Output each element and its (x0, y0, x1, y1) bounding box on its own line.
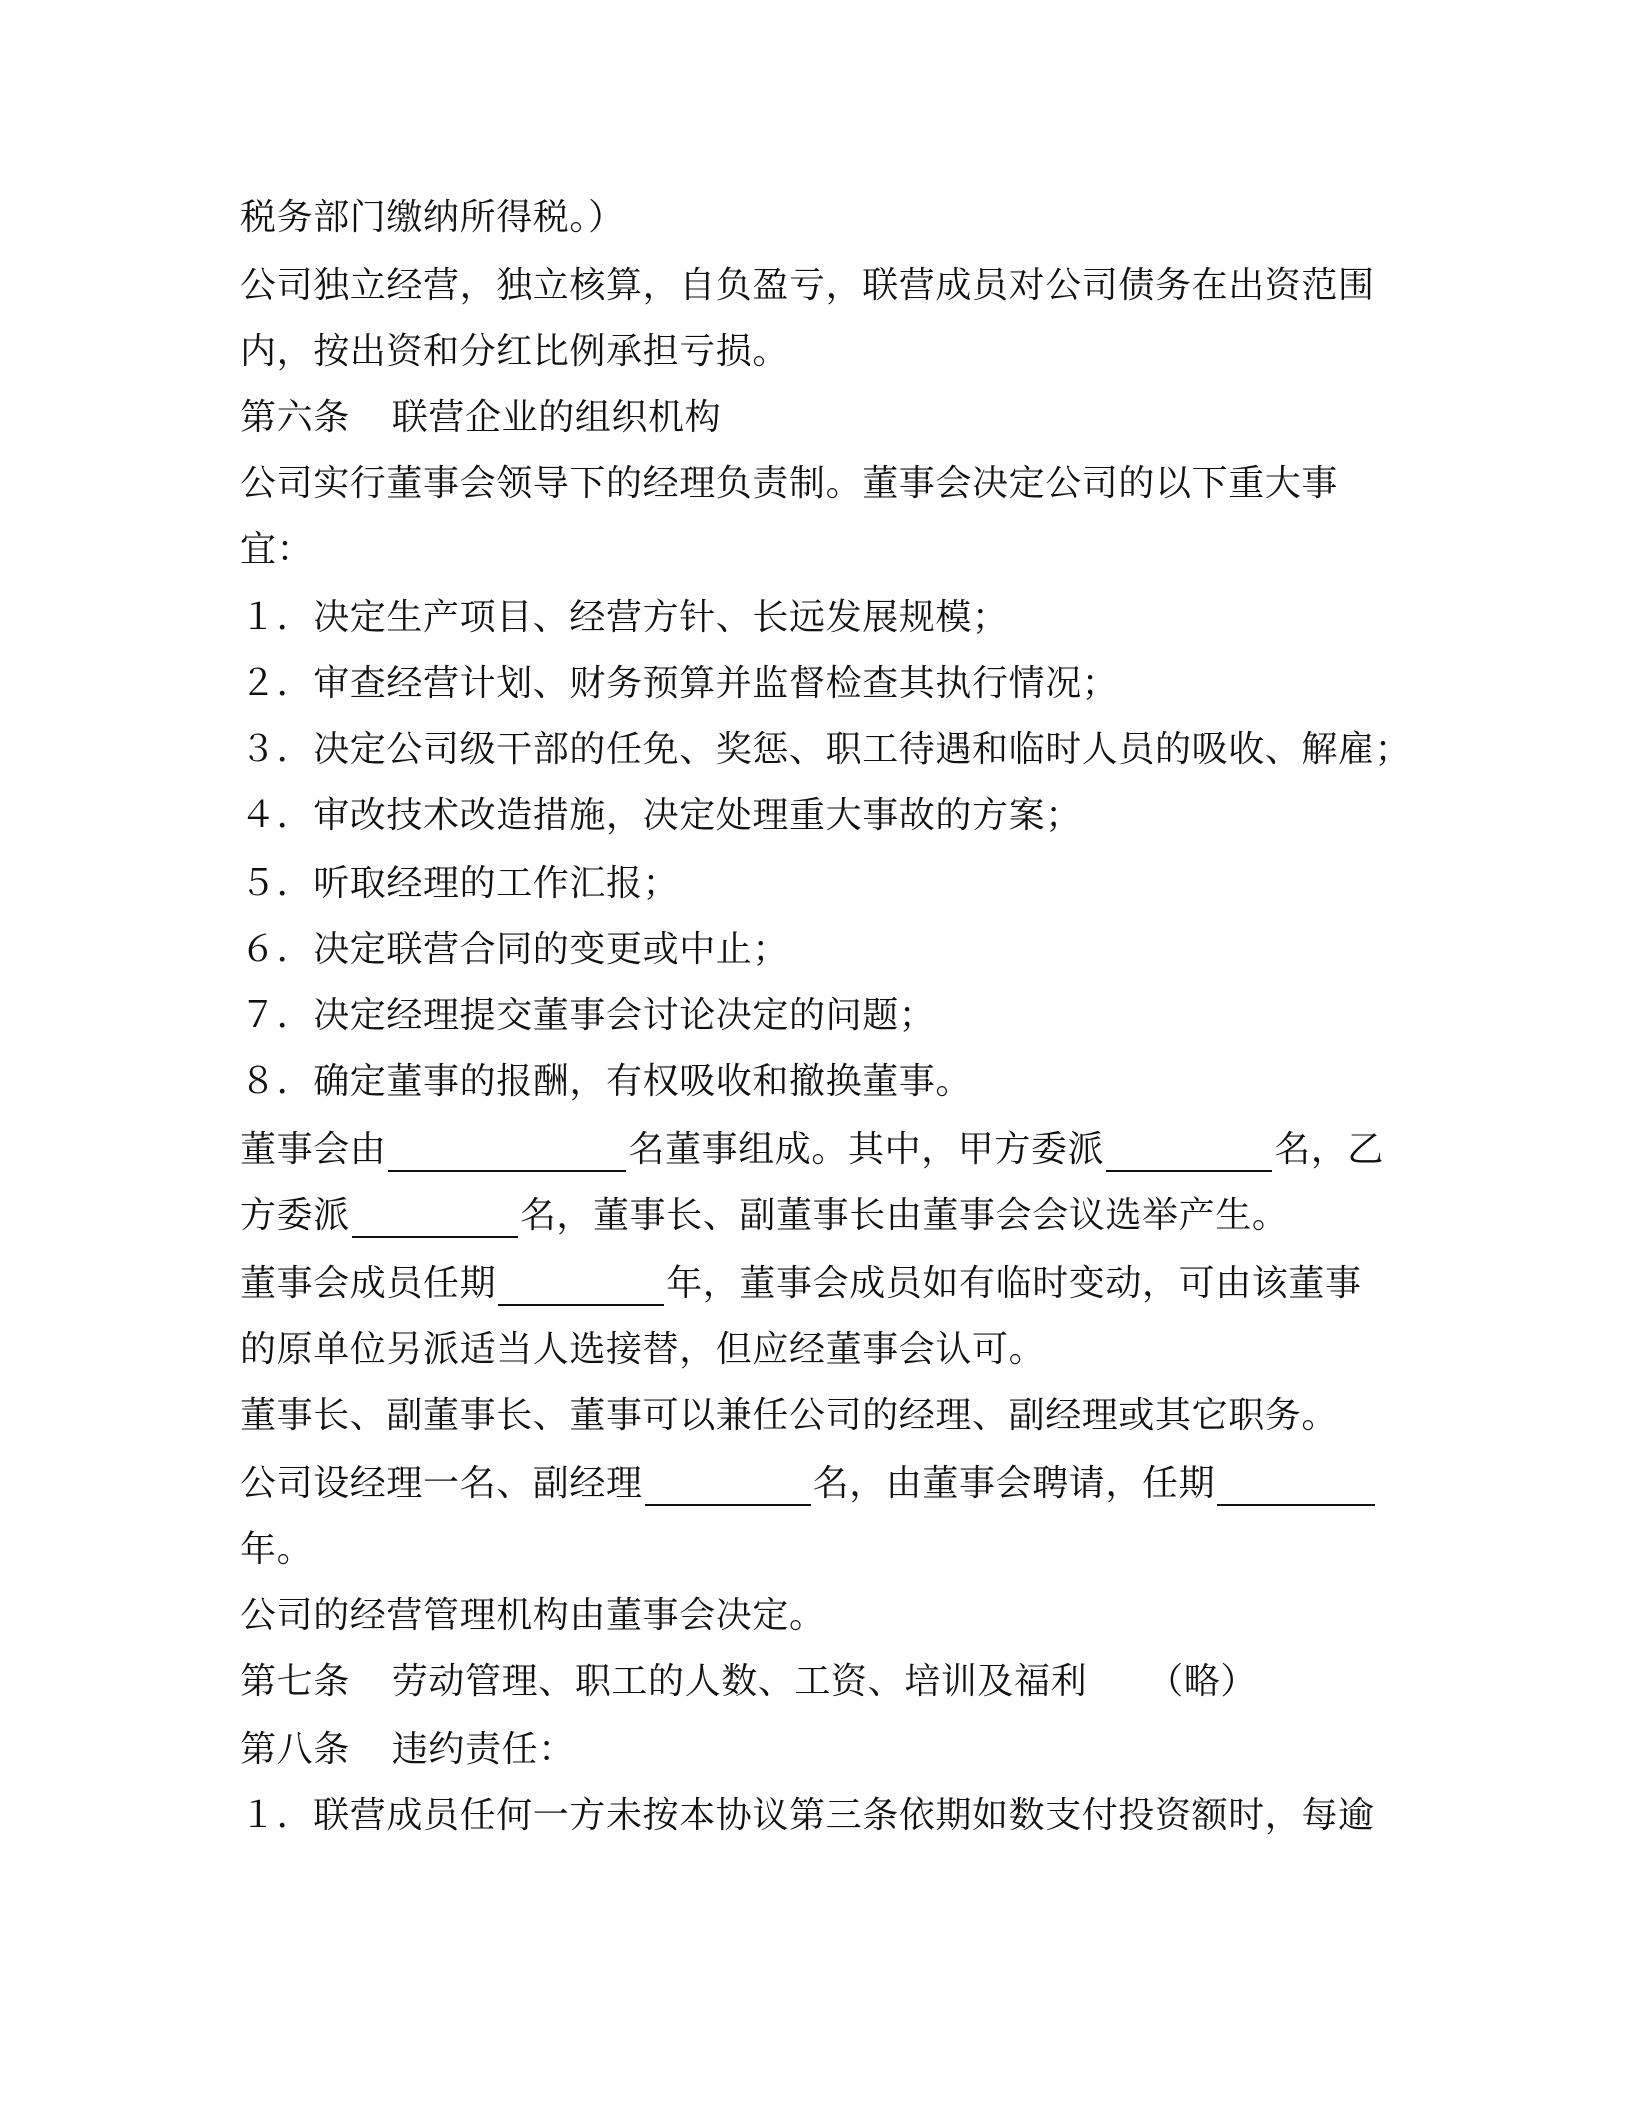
article-six-heading (240, 396, 721, 440)
blank-field-party-a-count[interactable] (1106, 1130, 1272, 1172)
text-segment: 名，由董事会聘请，任期 (812, 1463, 1216, 1504)
article-title: 联营企业的组织机构 (391, 397, 722, 438)
article-title: 违约责任： (391, 1729, 575, 1770)
article-seven-heading (240, 1660, 1257, 1704)
text-line-manager (240, 1462, 1377, 1506)
text-line-board-responsibility: 公司实行董事会领导下的经理负责制。董事会决定公司的以下重大事 (240, 463, 1339, 504)
text-line-year: 年。 (240, 1529, 314, 1570)
text-segment: 公司设经理一名、副经理 (240, 1463, 643, 1504)
list-item-8: ８．确定董事的报酬，有权吸收和撤换董事。 (240, 1061, 973, 1102)
text-segment: 名，董事长、副董事长由董事会会议选举产生。 (519, 1195, 1289, 1236)
blank-field-director-count[interactable] (388, 1130, 626, 1172)
article-eight-heading (240, 1728, 575, 1772)
list-item-3: ３．决定公司级干部的任免、奖惩、职工待遇和临时人员的吸收、解雇； (240, 729, 1412, 770)
list-item-breach-1: １．联营成员任何一方未按本协议第三条依期如数支付投资额时，每逾 (240, 1795, 1375, 1836)
text-line-board-composition (240, 1128, 1384, 1172)
text-segment: 方委派 (240, 1195, 350, 1236)
text-line-management-structure: 公司的经营管理机构由董事会决定。 (240, 1595, 826, 1636)
text-segment: 名董事组成。其中，甲方委派 (628, 1129, 1105, 1170)
blank-field-party-b-count[interactable] (352, 1196, 518, 1238)
article-number: 第六条 (240, 397, 350, 438)
list-item-2: ２．审查经营计划、财务预算并监督检查其执行情况； (240, 663, 1119, 704)
text-line-term (240, 1262, 1362, 1306)
article-title: 劳动管理、职工的人数、工资、培训及福利 (391, 1661, 1088, 1702)
text-line-independent-operation: 公司独立经营，独立核算，自负盈亏，联营成员对公司债务在出资范围 (240, 265, 1375, 306)
list-item-7: ７．决定经理提交董事会讨论决定的问题； (240, 995, 936, 1036)
blank-field-term-years[interactable] (498, 1264, 664, 1306)
text-segment: 名，乙 (1274, 1129, 1385, 1170)
text-segment: 董事会由 (240, 1129, 387, 1170)
article-number: 第七条 (240, 1661, 350, 1702)
blank-field-manager-term[interactable] (1217, 1464, 1375, 1506)
list-item-6: ６．决定联营合同的变更或中止； (240, 929, 790, 970)
text-segment: 年，董事会成员如有临时变动，可由该董事 (666, 1263, 1362, 1304)
list-item-4: ４．审改技术改造措施，决定处理重大事故的方案； (240, 795, 1082, 836)
text-line-party-b (240, 1194, 1288, 1238)
list-item-1: １．决定生产项目、经营方针、长远发展规模； (240, 597, 1009, 638)
text-line-matters: 宜： (240, 529, 314, 570)
article-omitted-note: （略） (1147, 1661, 1258, 1702)
text-line-replacement: 的原单位另派适当人选接替，但应经董事会认可。 (240, 1329, 1046, 1370)
text-line-loss-sharing: 内，按出资和分红比例承担亏损。 (240, 331, 790, 372)
article-number: 第八条 (240, 1729, 350, 1770)
list-item-5: ５．听取经理的工作汇报； (240, 863, 680, 904)
text-segment: 董事会成员任期 (240, 1263, 497, 1304)
blank-field-deputy-manager-count[interactable] (645, 1464, 811, 1506)
text-line-concurrent-posts: 董事长、副董事长、董事可以兼任公司的经理、副经理或其它职务。 (240, 1395, 1339, 1436)
text-line-tax: 税务部门缴纳所得税。） (240, 197, 625, 238)
